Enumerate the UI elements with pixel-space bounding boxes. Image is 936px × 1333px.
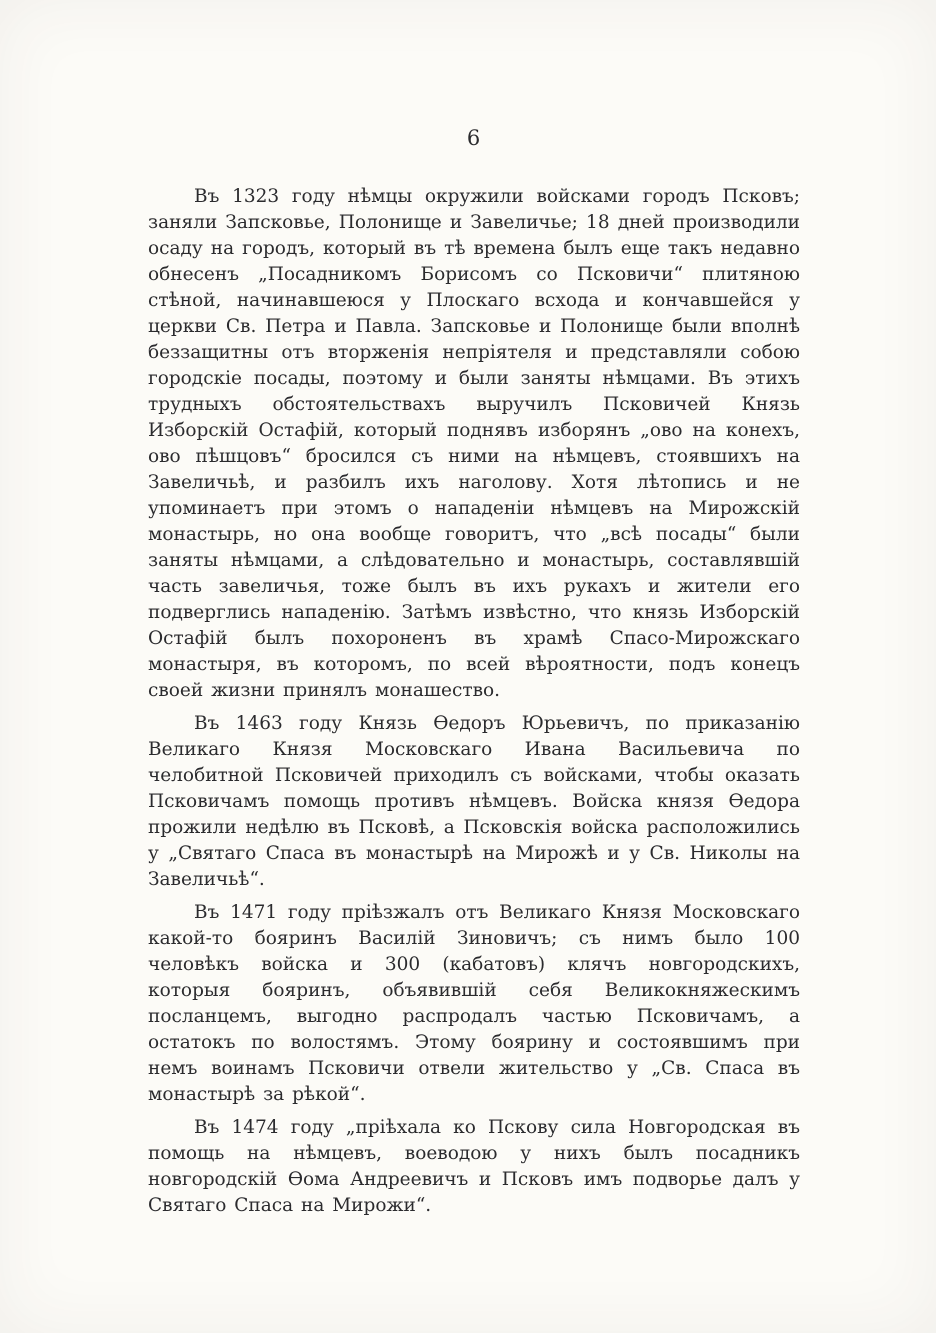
paragraph: Въ 1323 году нѣмцы окружили войсками городъ Псковъ; заняли Запсковье, Полонище и Завеличье; 18 дней производили осаду на городъ, который въ тѣ времена былъ еще такъ недавно обнесенъ „Посадникомъ Борисомъ со Псковичи“ плитяною стѣной, начинавшеюся у Плоскаго всхода и кончавшейся у церкви Св. Петра и Павла. Запсковье и Полонище были вполнѣ беззащитны отъ вторженія непріятеля и представляли собою городскіе посады, поэтому и были заняты нѣмцами. Въ этихъ трудныхъ обстоятельствахъ выручилъ Псковичей Князь Изборскій Остафій, который поднявъ изборянъ „ово на конехъ, ово пѣшцовъ“ бросился съ ними на нѣмцевъ, стоявшихъ на Завеличьѣ, и разбилъ ихъ наголову. Хотя лѣтопись и не упоминаетъ при этомъ о нападеніи нѣмцевъ на Мирожскій монастырь, но она вообще говоритъ, что „всѣ посады“ были заняты нѣмцами, а слѣдовательно и монастырь, составлявшій часть завеличья, тоже былъ въ ихъ рукахъ и жители его подверглись нападенію. Затѣмъ извѣстно, что князь Изборскій Остафій былъ похороненъ въ храмѣ Спасо-Мирожскаго монастыря, въ которомъ, по всей вѣроятности, подъ конецъ своей жизни принялъ монашество.	[148, 186, 800, 701]
paragraph: Въ 1471 году пріѣзжалъ отъ Великаго Князя Московскаго какой-то бояринъ Василій Зиновичъ; съ нимъ было 100 человѣкъ войска и 300 (кабатовъ) клячъ новгородскихъ, которыя бояринъ, объявившій себя Великокняжескимъ посланцемъ, выгодно распродалъ частью Псковичамъ, а остатокъ по волостямъ. Этому боярину и состоявшимъ при немъ воинамъ Псковичи отвели жительство у „Св. Спаса въ монастырѣ за рѣкой“.	[148, 902, 800, 1105]
paragraph: Въ 1463 году Князь Ѳедоръ Юрьевичъ, по приказанію Великаго Князя Московскаго Ивана Васильевича по челобитной Псковичей приходилъ съ войсками, чтобы оказать Псковичамъ помощь противъ нѣмцевъ. Войска князя Ѳедора прожили недѣлю въ Псковѣ, а Псковскія войска расположились у „Святаго Спаса въ монастырѣ на Мирожѣ и у Св. Николы на Завеличьѣ“.	[148, 713, 800, 890]
paragraph: Въ 1474 году „пріѣхала ко Пскову сила Новгородская въ помощь на нѣмцевъ, воеводою у нихъ былъ посадникъ новгородскій Ѳома Андреевичъ и Псковъ имъ подворье далъ у Святаго Спаса на Мирожи“.	[148, 1117, 800, 1216]
page-number: 6	[466, 126, 482, 150]
text-block	[148, 184, 800, 1219]
